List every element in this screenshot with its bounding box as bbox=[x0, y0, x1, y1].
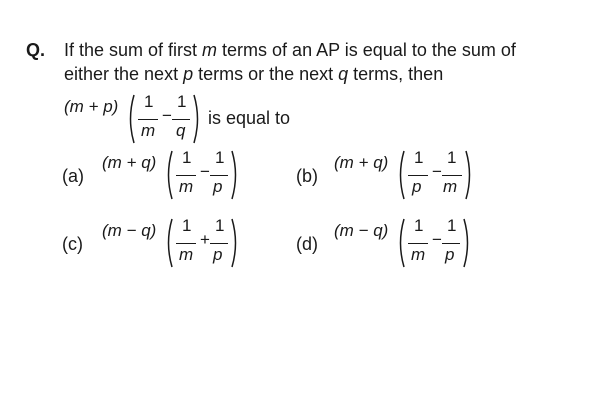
numerator: 1 bbox=[414, 216, 424, 235]
numerator: 1 bbox=[215, 148, 225, 167]
expression-fraction bbox=[138, 94, 198, 148]
right-paren-icon bbox=[230, 150, 240, 200]
denominator: m bbox=[179, 245, 194, 264]
expression-fraction bbox=[408, 150, 468, 204]
left-paren-icon bbox=[396, 218, 406, 268]
left-paren-icon bbox=[164, 150, 174, 200]
option-b-expression bbox=[332, 150, 472, 204]
left-paren-icon bbox=[126, 94, 136, 144]
expression-prefix: (m + q) bbox=[102, 153, 157, 172]
option-c-expression bbox=[100, 218, 240, 272]
operator: + bbox=[200, 230, 210, 249]
denominator: p bbox=[445, 245, 455, 264]
right-paren-icon bbox=[192, 94, 202, 144]
expression-fraction bbox=[176, 218, 236, 272]
question-expression bbox=[62, 94, 202, 148]
option-b-label: (b) bbox=[296, 166, 318, 186]
option-d-expression bbox=[332, 218, 472, 272]
option-a-expression bbox=[100, 150, 240, 204]
numerator: 1 bbox=[215, 216, 225, 235]
variable-q: q bbox=[338, 64, 349, 84]
question-tail: is equal to bbox=[208, 108, 291, 128]
numerator: 1 bbox=[447, 148, 457, 167]
question-line-1 bbox=[64, 40, 516, 61]
option-c-label: (c) bbox=[62, 234, 83, 254]
question-text: terms, then bbox=[348, 64, 444, 84]
left-paren-icon bbox=[396, 150, 406, 200]
denominator: q bbox=[176, 121, 186, 140]
numerator: 1 bbox=[177, 92, 187, 111]
right-paren-icon bbox=[462, 218, 472, 268]
numerator: 1 bbox=[182, 216, 192, 235]
numerator: 1 bbox=[447, 216, 457, 235]
denominator: m bbox=[411, 245, 426, 264]
operator: − bbox=[162, 106, 172, 125]
denominator: p bbox=[213, 177, 223, 196]
denominator: p bbox=[213, 245, 223, 264]
denominator: m bbox=[443, 177, 458, 196]
expression-prefix: (m − q) bbox=[102, 221, 157, 240]
numerator: 1 bbox=[144, 92, 154, 111]
left-paren-icon bbox=[164, 218, 174, 268]
denominator: p bbox=[412, 177, 422, 196]
expression-fraction bbox=[176, 150, 236, 204]
operator: − bbox=[200, 162, 210, 181]
denominator: m bbox=[179, 177, 194, 196]
numerator: 1 bbox=[182, 148, 192, 167]
expression-prefix: (m − q) bbox=[334, 221, 389, 240]
variable-p: p bbox=[183, 64, 194, 84]
expression-prefix: (m + q) bbox=[334, 153, 389, 172]
question-text: either the next bbox=[64, 64, 184, 84]
option-a-label: (a) bbox=[62, 166, 84, 186]
variable-m: m bbox=[202, 40, 218, 60]
question-text: terms or the next bbox=[193, 64, 339, 84]
question-line-2 bbox=[64, 64, 443, 85]
question-text: If the sum of first bbox=[64, 40, 203, 60]
right-paren-icon bbox=[464, 150, 474, 200]
operator: − bbox=[432, 230, 442, 249]
denominator: m bbox=[141, 121, 156, 140]
numerator: 1 bbox=[414, 148, 424, 167]
expression-fraction bbox=[408, 218, 468, 272]
right-paren-icon bbox=[230, 218, 240, 268]
option-d-label: (d) bbox=[296, 234, 318, 254]
question-label: Q. bbox=[26, 40, 46, 60]
operator: − bbox=[432, 162, 442, 181]
question-text: terms of an AP is equal to the sum of bbox=[217, 40, 516, 60]
expression-prefix: (m + p) bbox=[64, 97, 119, 116]
